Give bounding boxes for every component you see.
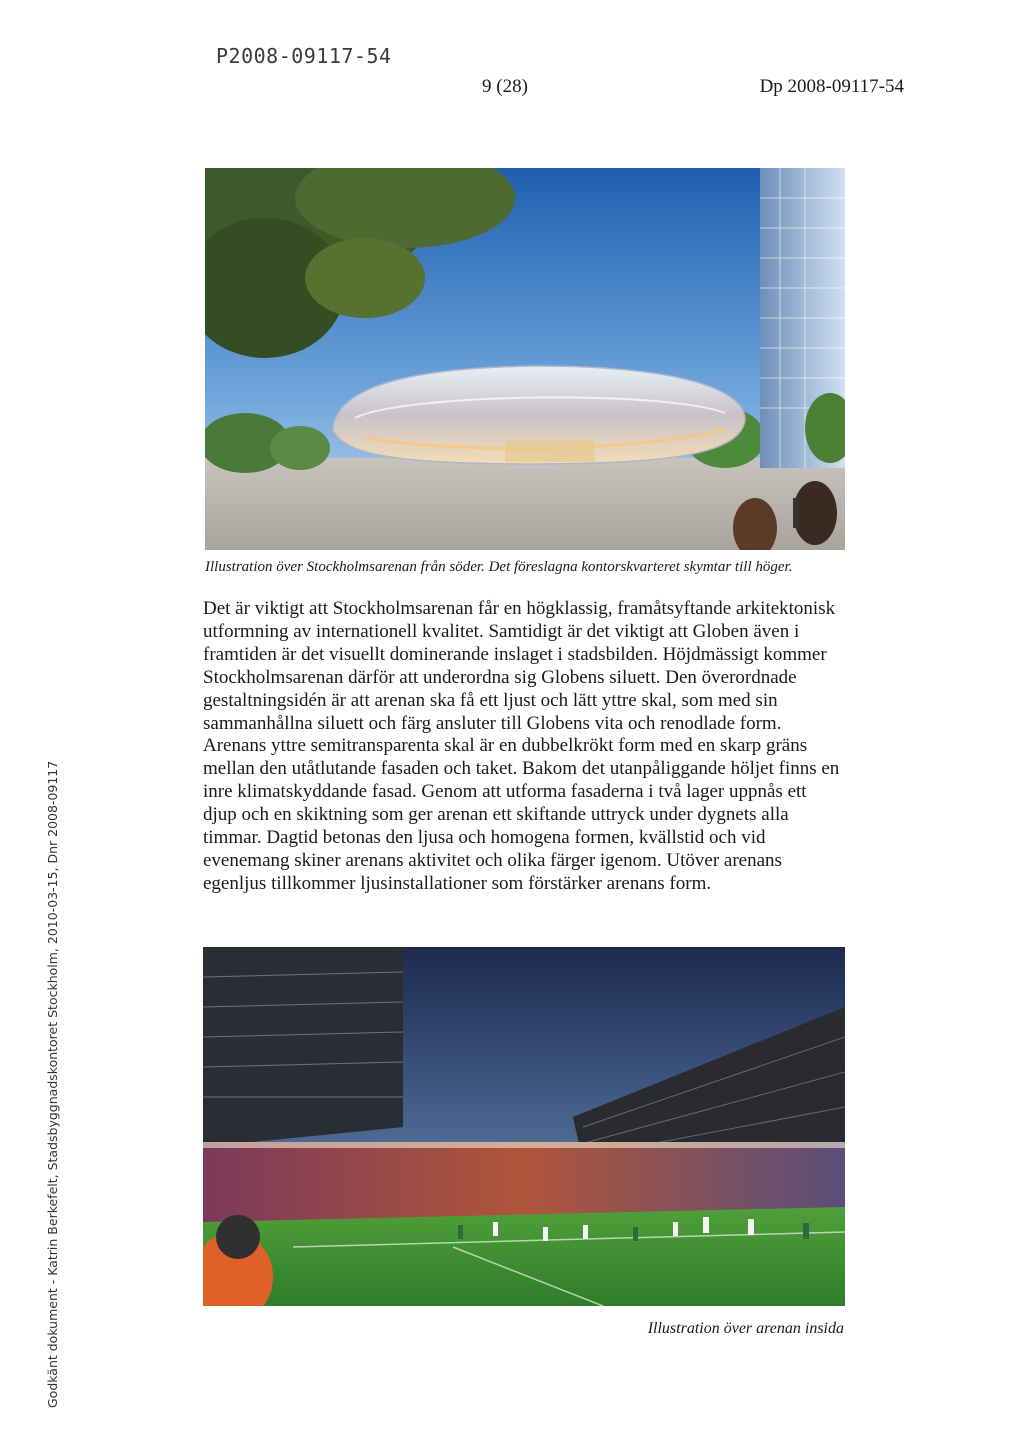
interior-caption: Illustration över arenan insida [647,1320,844,1337]
arena-exterior-image [205,168,845,550]
page-number: 9 (28) [482,76,528,97]
arena-interior-image [203,947,845,1306]
arena-exterior-illustration [205,168,845,550]
approval-side-note: Godkänt dokument - Katrin Berkefelt, Stadsbyggnadskontoret Stockholm, 2010-03-15, Dnr 2008-09117 [45,760,60,1408]
body-paragraph: Det är viktigt att Stockholmsarenan får en högklassig, framåtsyftande arkitektonisk utformning av internationell kvalitet. Samtidigt är det viktigt att Globen även i framtiden är det visuellt dominerande inslaget i stadsbilden. Höjdmässigt kommer Stockholmsarenan därför att underordna sig Globens siluett. Den överordnade gestaltningsidén är att arenan ska få ett ljust och lätt yttre skal, som med sin sammanhållna siluett och färg ansluter till Globens vita och renodlade form. Arenans yttre semitransparenta skal är en dubbelkrökt form med en skarp gräns mellan den utåtlutande fasaden och taket. Bakom det utanpåliggande höljet finns en inre klimatskyddande fasad. Genom att utforma fasaderna i två lager uppnås ett djup och en skiktning som ger arenan ett skiftande uttryck under dygnets alla timmar. Dagtid betonas den ljusa och homogena formen, kvällstid och vid evenemang skiner arenans aktivitet och olika färger igenom. Utöver arenans egenljus tillkommer ljusinstallationer som förstärker arenans form. [203,598,840,894]
exterior-caption: Illustration över Stockholmsarenan från söder. Det föreslagna kontorskvarteret skymtar till höger. [205,559,793,575]
stamp-number: P2008-09117-54 [216,44,392,68]
document-id: Dp 2008-09117-54 [759,76,904,97]
arena-interior-illustration [203,947,845,1306]
